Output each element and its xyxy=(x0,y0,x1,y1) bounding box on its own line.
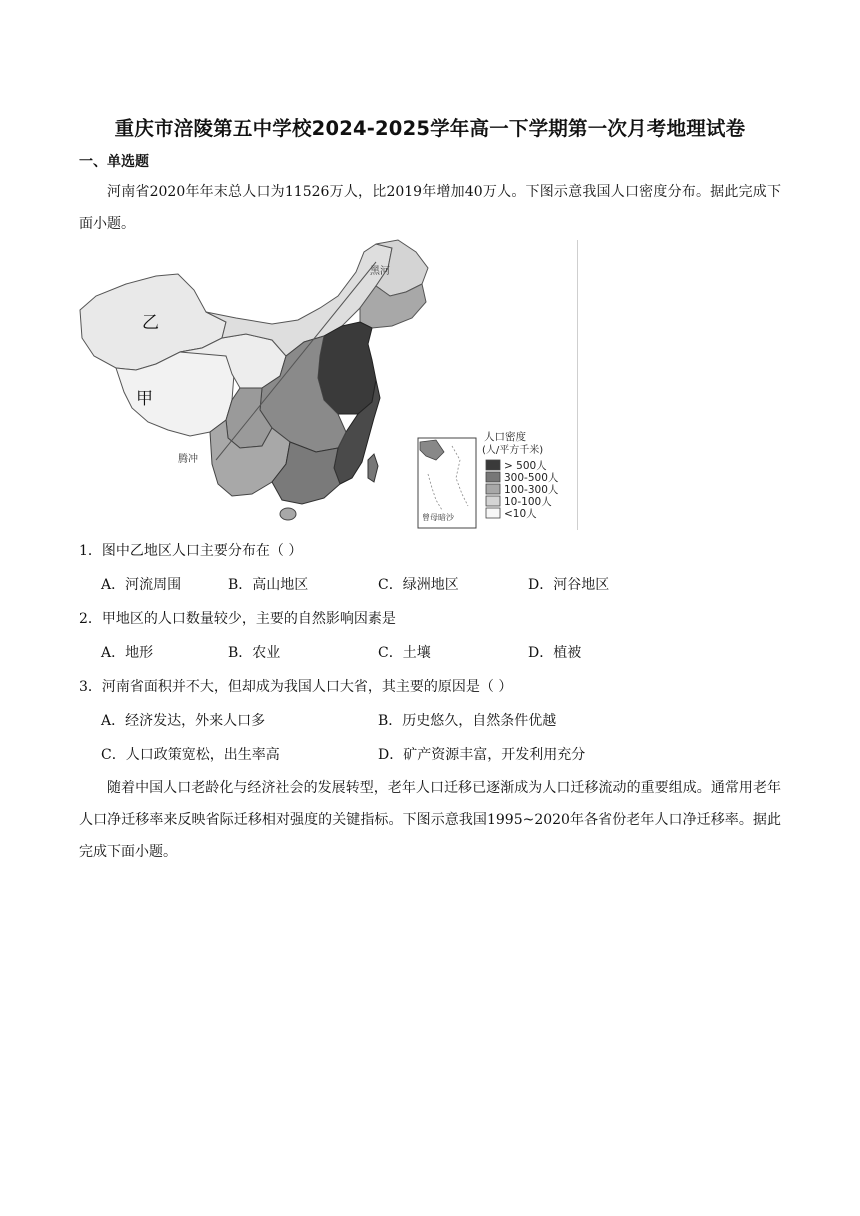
region-hainan xyxy=(280,508,296,520)
intro-paragraph-1: 河南省2020年年末总人口为11526万人，比2019年增加40万人。下图示意我国人口密度分布。据此完成下面小题。 xyxy=(79,184,781,232)
legend-swatch xyxy=(486,496,500,506)
legend-label: 100-300人 xyxy=(504,484,559,496)
legend-label: 300-500人 xyxy=(504,472,559,484)
label-heihe: 黑河 xyxy=(370,266,390,277)
page-title: 重庆市涪陵第五中学校2024-2025学年高一下学期第一次月考地理试卷 xyxy=(114,117,746,140)
question-3-stem: 3．河南省面积并不大，但却成为我国人口大省，其主要的原因是（ ） xyxy=(79,679,513,695)
population-density-map xyxy=(76,238,580,532)
label-tengchong: 腾冲 xyxy=(178,454,198,465)
question-2-option-c[interactable]: C．土壤 xyxy=(378,645,431,661)
map-legend xyxy=(482,430,559,520)
legend-swatch xyxy=(486,508,500,518)
label-inset: 曾母暗沙 xyxy=(422,513,454,522)
question-3-option-a[interactable]: A．经济发达，外来人口多 xyxy=(101,713,266,729)
legend-swatch xyxy=(486,472,500,482)
question-2-stem: 2．甲地区的人口数量较少，主要的自然影响因素是 xyxy=(79,611,396,627)
question-2-option-d[interactable]: D．植被 xyxy=(528,645,582,661)
question-1-option-c[interactable]: C．绿洲地区 xyxy=(378,577,459,593)
question-3-option-d[interactable]: D．矿产资源丰富，开发利用充分 xyxy=(378,747,586,763)
question-3-option-b[interactable]: B．历史悠久，自然条件优越 xyxy=(378,713,557,729)
label-yi: 乙 xyxy=(142,313,159,333)
region-north-china xyxy=(318,322,376,414)
question-3-option-c[interactable]: C．人口政策宽松，出生率高 xyxy=(101,747,280,763)
question-2-option-a[interactable]: A．地形 xyxy=(101,645,154,661)
label-jia: 甲 xyxy=(136,389,153,409)
legend-swatch xyxy=(486,460,500,470)
question-2-option-b[interactable]: B．农业 xyxy=(228,645,281,661)
legend-label: <10人 xyxy=(504,508,537,520)
question-1-option-d[interactable]: D．河谷地区 xyxy=(528,577,610,593)
legend-label: 10-100人 xyxy=(504,496,552,508)
legend-swatch xyxy=(486,484,500,494)
legend-label: > 500人 xyxy=(504,460,547,472)
legend-unit: (人/平方千米) xyxy=(482,445,544,456)
question-1-stem: 1．图中乙地区人口主要分布在（ ） xyxy=(79,543,303,559)
intro-paragraph-2: 随着中国人口老龄化与经济社会的发展转型，老年人口迁移已逐渐成为人口迁移流动的重要组成。通常用老年人口净迁移率来反映省际迁移相对强度的关键指标。下图示意我国1995~2020年各省份老年人口净迁移率。据此完成下面小题。 xyxy=(79,780,781,860)
section-heading: 一、单选题 xyxy=(79,154,149,170)
question-1-option-a[interactable]: A．河流周围 xyxy=(101,577,182,593)
map-divider xyxy=(577,240,578,530)
south-china-sea-inset xyxy=(418,438,476,528)
region-taiwan xyxy=(368,454,378,482)
question-1-option-b[interactable]: B．高山地区 xyxy=(228,577,309,593)
legend-title: 人口密度 xyxy=(484,431,526,443)
